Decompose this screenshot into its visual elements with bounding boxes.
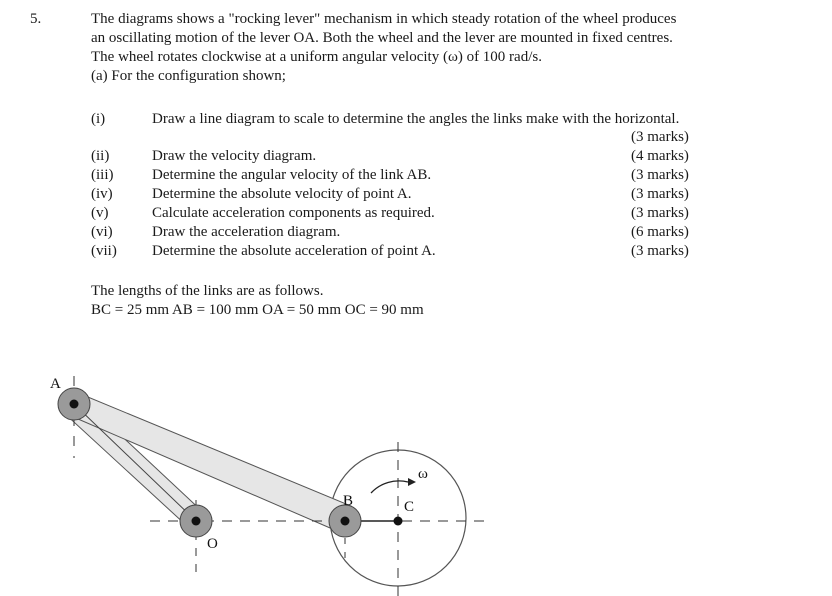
label-c: C	[404, 499, 415, 515]
task-text: Determine the absolute velocity of point A.	[152, 186, 412, 202]
joint-a-pin-icon	[70, 400, 79, 409]
label-b: B	[343, 493, 354, 509]
task-text: Calculate acceleration components as required.	[152, 205, 435, 221]
question-number: 5.	[30, 11, 42, 27]
intro-line-1: The diagrams shows a "rocking lever" mechanism in which steady rotation of the wheel produces	[91, 11, 677, 27]
task-number: (vii)	[91, 243, 117, 259]
task-marks: (3 marks)	[631, 205, 689, 221]
intro-line-2: an oscillating motion of the lever OA. Both the wheel and the lever are mounted in fixed centres.	[91, 30, 673, 46]
task-number: (i)	[91, 111, 106, 127]
label-omega: ω	[418, 466, 428, 482]
task-number: (v)	[91, 205, 109, 221]
lengths-values: BC = 25 mm AB = 100 mm OA = 50 mm OC = 90 mm	[91, 302, 424, 318]
task-number: (ii)	[91, 148, 110, 164]
task-text: Draw the acceleration diagram.	[152, 224, 341, 240]
task-number: (vi)	[91, 224, 113, 240]
link-ab	[71, 390, 354, 534]
pivot-o-pin-icon	[192, 517, 201, 526]
task-marks: (4 marks)	[631, 148, 689, 164]
task-text: Determine the absolute acceleration of point A.	[152, 243, 436, 259]
task-marks: (3 marks)	[631, 167, 689, 183]
intro-line-4: (a) For the configuration shown;	[91, 68, 286, 84]
joint-b-pin-icon	[341, 517, 350, 526]
task-text: Determine the angular velocity of the link AB.	[152, 167, 432, 183]
intro-line-3: The wheel rotates clockwise at a uniform angular velocity (ω) of 100 rad/s.	[91, 49, 542, 65]
task-text: Draw the velocity diagram.	[152, 148, 317, 164]
label-o: O	[207, 536, 218, 552]
task-text: Draw a line diagram to scale to determine the angles the links make with the horizontal.	[152, 111, 680, 127]
task-marks: (3 marks)	[631, 186, 689, 202]
label-a: A	[50, 376, 61, 392]
task-marks: (3 marks)	[631, 129, 689, 145]
task-number: (iv)	[91, 186, 113, 202]
task-marks: (3 marks)	[631, 243, 689, 259]
task-marks: (6 marks)	[631, 224, 689, 240]
lengths-heading: The lengths of the links are as follows.	[91, 283, 324, 299]
centre-c-pin-icon	[394, 517, 403, 526]
task-number: (iii)	[91, 167, 114, 183]
